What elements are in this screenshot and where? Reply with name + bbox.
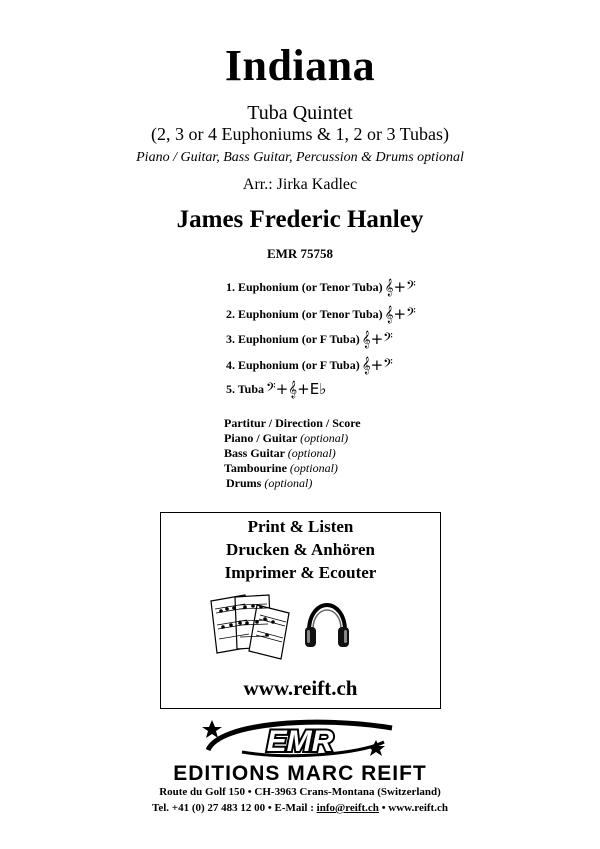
extra-label: Bass Guitar [224, 446, 285, 460]
extra-piano [224, 431, 348, 446]
promo-line-en: Print & Listen [247, 517, 354, 536]
contact-suffix: • www.reift.ch [378, 802, 448, 814]
headphones-icon [301, 599, 353, 651]
extra-label: Drums [226, 476, 262, 490]
extra-label: Piano / Guitar [224, 431, 298, 445]
promo-url-link[interactable]: www.reift.ch [243, 676, 358, 700]
sheet-music-icon [207, 591, 293, 661]
extra-note: (optional) [289, 461, 338, 475]
page-title: Indiana [224, 41, 376, 90]
extra-bass-guitar [224, 446, 336, 461]
arranger: Arr.: Jirka Kadlec [242, 176, 358, 193]
email-link[interactable]: info@reift.ch [316, 802, 379, 814]
clef-icon: 𝄞+𝄢 [384, 305, 416, 323]
part-1 [226, 278, 416, 296]
part-label: 1. Euphonium (or Tenor Tuba) [226, 279, 383, 294]
extra-label: Tambourine [224, 461, 287, 475]
composer: James Frederic Hanley [176, 206, 424, 233]
part-label: 2. Euphonium (or Tenor Tuba) [226, 306, 383, 321]
extra-score [224, 416, 361, 431]
logo-text: EMR [266, 725, 334, 758]
extra-note: (optional) [287, 446, 336, 460]
part-label: 4. Euphonium (or F Tuba) [226, 357, 360, 372]
subtitle: Tuba Quintet [247, 102, 353, 124]
print-listen-box[interactable] [160, 512, 441, 709]
part-4 [226, 356, 393, 374]
part-label: 5. Tuba [226, 381, 265, 396]
clef-icon: 𝄞+𝄢 [384, 278, 416, 296]
part-3 [226, 330, 393, 348]
voices-line: (2, 3 or 4 Euphoniums & 1, 2 or 3 Tubas) [150, 124, 449, 144]
promo-line-fr: Imprimer & Ecouter [224, 563, 377, 582]
part-label: 3. Euphonium (or F Tuba) [226, 331, 360, 346]
address: Route du Golf 150 • CH-3963 Crans-Montana (Switzerland) [159, 786, 441, 798]
clef-icon: 𝄞+𝄢 [361, 356, 393, 374]
catalog-number: EMR 75758 [266, 246, 334, 261]
part-2 [226, 305, 416, 323]
extra-note: (optional) [300, 431, 349, 445]
contact-line [0, 802, 600, 814]
contact-prefix: Tel. +41 (0) 27 483 12 00 • E-Mail : [152, 802, 317, 814]
clef-icon: 𝄢+𝄞+E♭ [266, 380, 327, 398]
extra-note: (optional) [264, 476, 313, 490]
extra-tambourine [224, 461, 338, 476]
publisher-name: EDITIONS MARC REIFT [173, 762, 427, 785]
optional-instruments: Piano / Guitar, Bass Guitar, Percussion & Drums optional [136, 150, 464, 165]
emr-logo [170, 714, 430, 764]
extra-label: Partitur / Direction / Score [224, 416, 361, 430]
promo-line-de: Drucken & Anhören [226, 540, 375, 559]
clef-icon: 𝄞+𝄢 [361, 330, 393, 348]
extra-drums [226, 476, 312, 491]
part-5 [226, 380, 326, 398]
